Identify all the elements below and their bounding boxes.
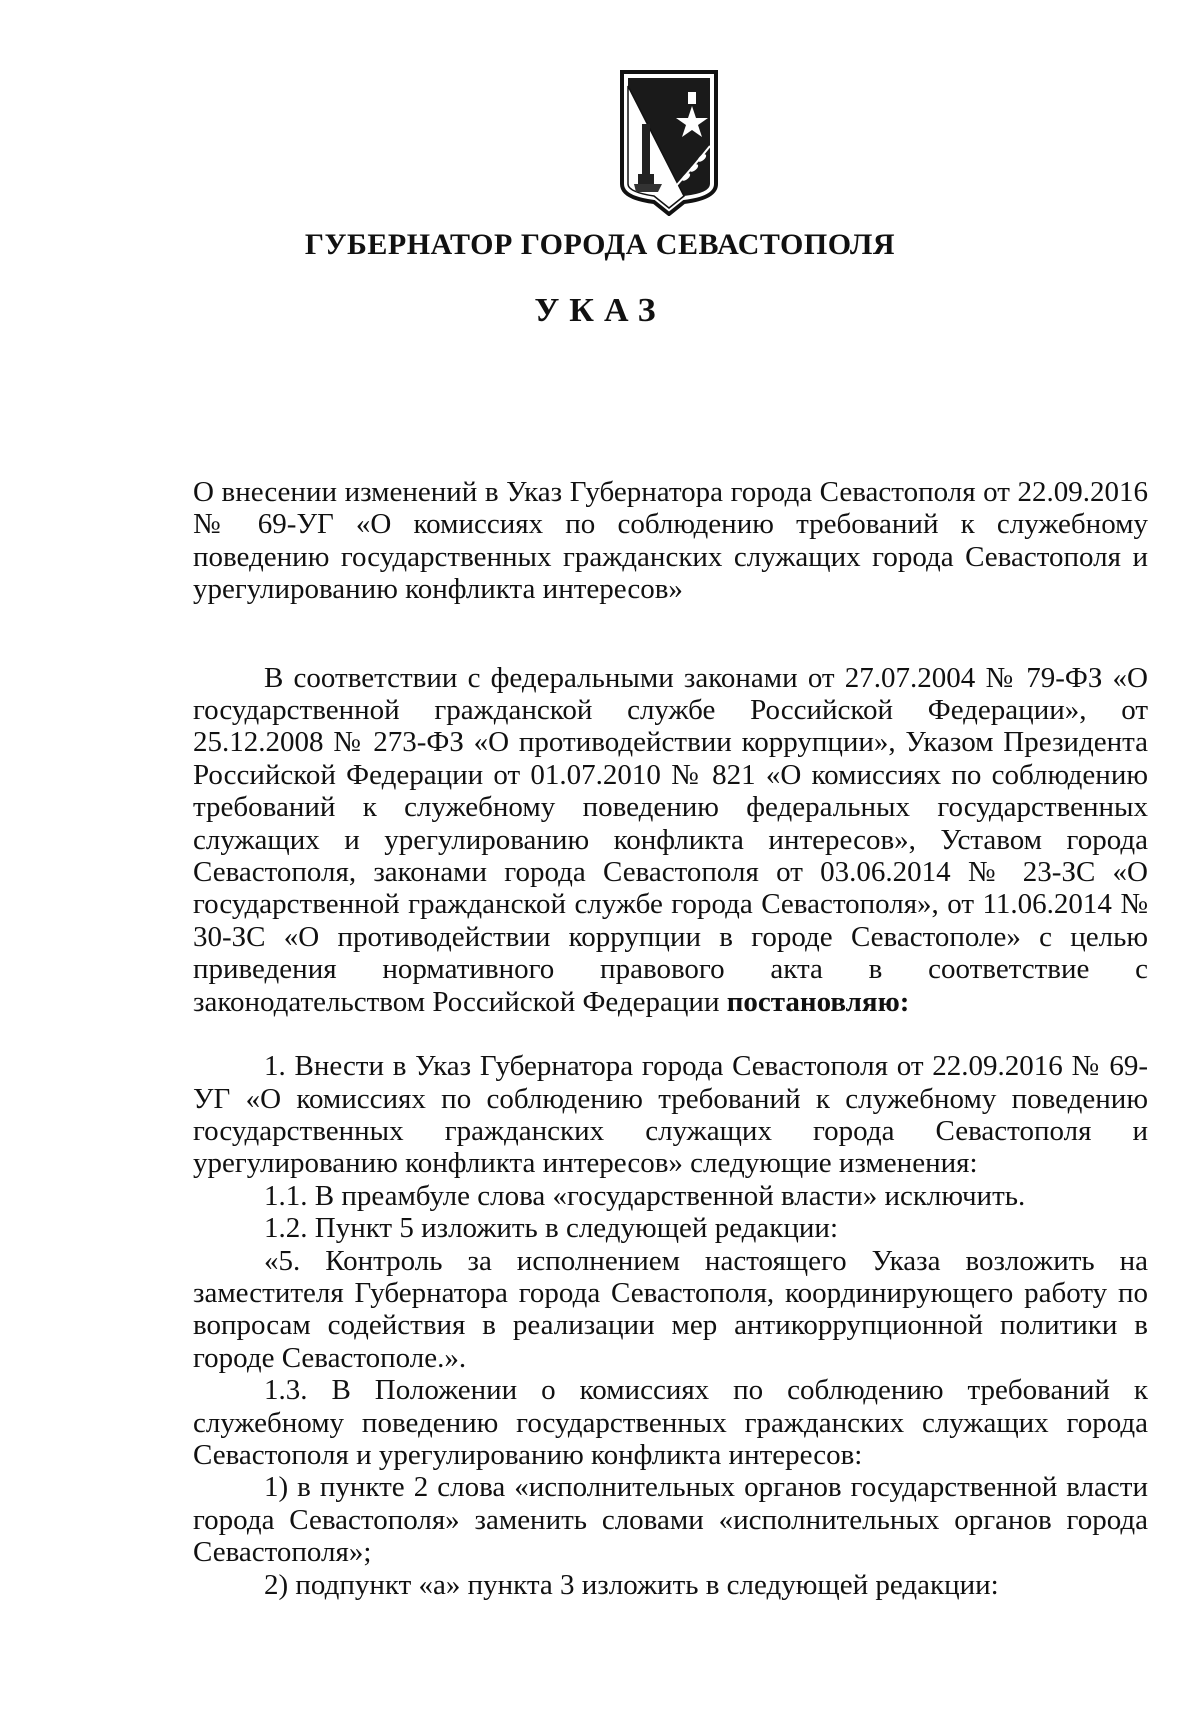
- subitem-1: 1) в пункте 2 слова «исполнительных органов государственной власти города Севастополя» заменить словами «исполнительных органов города Севастополя»;: [193, 1471, 1148, 1569]
- issuing-authority: ГУБЕРНАТОР ГОРОДА СЕВАСТОПОЛЯ: [304, 228, 896, 261]
- item-1-3: 1.3. В Положении о комиссиях по соблюдению требований к служебному поведению государственных гражданских служащих города Севастополя и урегулированию конфликта интересов:: [193, 1374, 1148, 1471]
- preamble: [193, 662, 1148, 1018]
- preamble-text: В соответствии с федеральными законами от 27.07.2004 № 79-ФЗ «О государственной гражданской службе Российской Федерации», от 25.12.2008 № 273-ФЗ «О противодействии коррупции», Указом Президента Российской Федерации от 01.07.2010 № 821 «О комиссиях по соблюдению требований к служебному поведению федеральных государственных служащих и урегулированию конфликта интересов», Уставом города Севастополя, законами города Севастополя от 03.06.2014 № 23-ЗС «О государственной гражданской службе города Севастополя», от 11.06.2014 № 30-ЗС «О противодействии коррупции в городе Севастополе» с целью приведения нормативного правового акта в соответствие с законодательством Российской Федерации: [193, 661, 1148, 1018]
- document-type: УКАЗ: [534, 292, 666, 329]
- document-body: [193, 476, 1148, 1601]
- coat-of-arms-icon: [614, 66, 724, 216]
- subitem-2: 2) подпункт «а» пункта 3 изложить в следующей редакции:: [264, 1568, 999, 1601]
- item-1-2: 1.2. Пункт 5 изложить в следующей редакции:: [264, 1212, 839, 1245]
- resolve-word: постановляю:: [726, 985, 910, 1018]
- document-subject: О внесении изменений в Указ Губернатора города Севастополя от 22.09.2016 № 69-УГ «О комиссиях по соблюдению требований к служебному поведению государственных гражданских служащих города Севастополя и урегулированию конфликта интересов»: [193, 476, 1148, 606]
- item-1: 1. Внести в Указ Губернатора города Севастополя от 22.09.2016 № 69-УГ «О комиссиях по соблюдению требований к служебному поведению государственных гражданских служащих города Севастополя и урегулированию конфликта интересов» следующие изменения:: [193, 1050, 1148, 1180]
- item-1-1: 1.1. В преамбуле слова «государственной власти» исключить.: [264, 1179, 1026, 1212]
- item-1-2-quote: «5. Контроль за исполнением настоящего Указа возложить на заместителя Губернатора города Севастополя, координирующего работу по вопросам содействия в реализации мер антикоррупционной политики в городе Севастополе.».: [193, 1244, 1148, 1374]
